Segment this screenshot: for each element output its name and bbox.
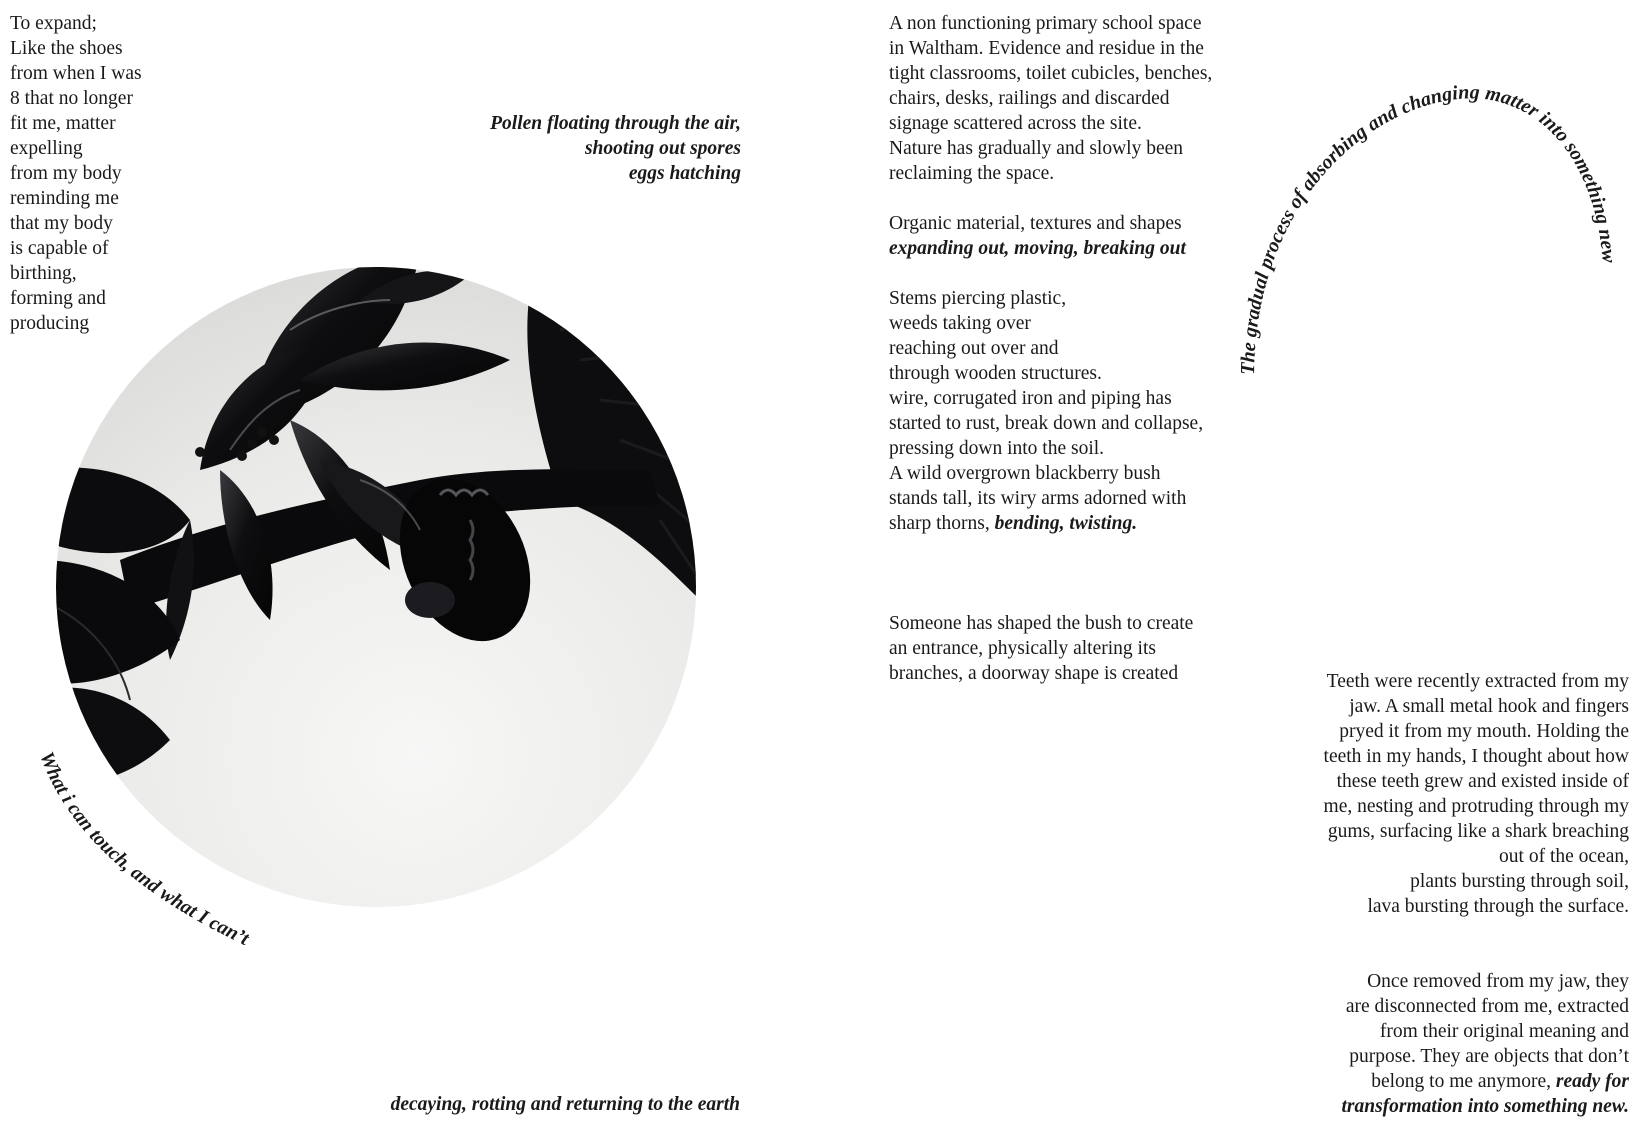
text-line [1341,1069,1629,1094]
poem-line: 8 that no longer [10,88,133,109]
poem-line: from my body [10,163,122,184]
text-line: teeth in my hands, I thought about how [1323,746,1629,767]
poem-line: from when I was [10,63,142,84]
text-line: signage scattered across the site. [889,113,1142,134]
teeth-text [1324,669,1629,919]
bottom-quote-text: decaying, rotting and returning to the earth [390,1094,740,1115]
text-line [889,511,1212,536]
poem-line: producing [10,313,90,334]
photo-content [40,250,720,920]
text-line: out of the ocean, [1499,846,1629,867]
curved-caption-left-text: What i can touch, and what I can’t [35,748,253,950]
text-line: Stems piercing plastic, [889,288,1067,309]
text-line: branches, a doorway shape is created [889,663,1179,684]
text-line: reaching out over and [889,338,1059,359]
poem-line: that my body [10,213,113,234]
paragraph-organic [889,211,1212,261]
poem-line: fit me, matter [10,113,116,134]
text-line: tight classrooms, toilet cubicles, benches, [889,63,1213,84]
text-line: plants bursting through soil, [1410,871,1629,892]
poem-line: expelling [10,138,83,159]
poem-line: birthing, [10,263,77,284]
text-line: A non functioning primary school space [889,13,1202,34]
text-line: weeds taking over [889,313,1031,334]
text-plain: belong to me anymore, [1371,1071,1556,1092]
text-line: stands tall, its wiry arms adorned with [889,488,1187,509]
text-line: pryed it from my mouth. Holding the [1339,721,1629,742]
poem-line: is capable of [10,238,109,259]
text-line: started to rust, break down and collapse, [889,413,1204,434]
text-line: Once removed from my jaw, they [1367,971,1629,992]
emphasis-text: bending, twisting. [994,513,1138,534]
text-line: chairs, desks, railings and discarded [889,88,1170,109]
text-line: Someone has shaped the bush to create [889,613,1194,634]
text-line: jaw. A small metal hook and fingers [1349,696,1629,717]
text-line: are disconnected from me, extracted [1345,996,1629,1017]
emphasis-line: expanding out, moving, breaking out [889,238,1186,259]
text-line: from their original meaning and [1379,1021,1629,1042]
text-line: through wooden structures. [889,363,1102,384]
poem-line: reminding me [10,188,119,209]
quote-line: Pollen floating through the air, [490,113,741,134]
paragraph-site [889,11,1212,186]
text-line: purpose. They are objects that don’t [1349,1046,1629,1067]
text-line: A wild overgrown blackberry bush [889,463,1161,484]
poem-line: Like the shoes [10,38,123,59]
poem-line: forming and [10,288,106,309]
text-line: Teeth were recently extracted from my [1326,671,1629,692]
text-line: gums, surfacing like a shark breaching [1327,821,1629,842]
emphasis-text: ready for [1555,1071,1629,1092]
paragraph-doorway [889,611,1212,686]
paragraph-stems [889,286,1212,536]
quote-line: shooting out spores [584,138,741,159]
removed-text [1341,969,1629,1119]
text-line: Nature has gradually and slowly been [889,138,1184,159]
text-line: an entrance, physically altering its [889,638,1156,659]
center-text [889,11,1212,686]
poem-line: To expand; [10,13,97,34]
text-line: in Waltham. Evidence and residue in the [889,38,1204,59]
text-line: reclaiming the space. [889,163,1055,184]
text-line: these teeth grew and existed inside of [1336,771,1629,792]
text-line: pressing down into the soil. [889,438,1105,459]
quote-line: eggs hatching [628,163,741,184]
arc-caption-right-text: The gradual process of absorbing and changing matter into something new [1236,81,1620,376]
text-line: lava bursting through the surface. [1367,896,1629,917]
text-plain: sharp thorns, [889,513,995,534]
text-line: me, nesting and protruding through my [1323,796,1629,817]
text-line: wire, corrugated iron and piping has [889,388,1172,409]
emphasis-line: transformation into something new. [1341,1096,1629,1117]
bottom-quote [391,1092,740,1117]
text-line: Organic material, textures and shapes [889,213,1182,234]
